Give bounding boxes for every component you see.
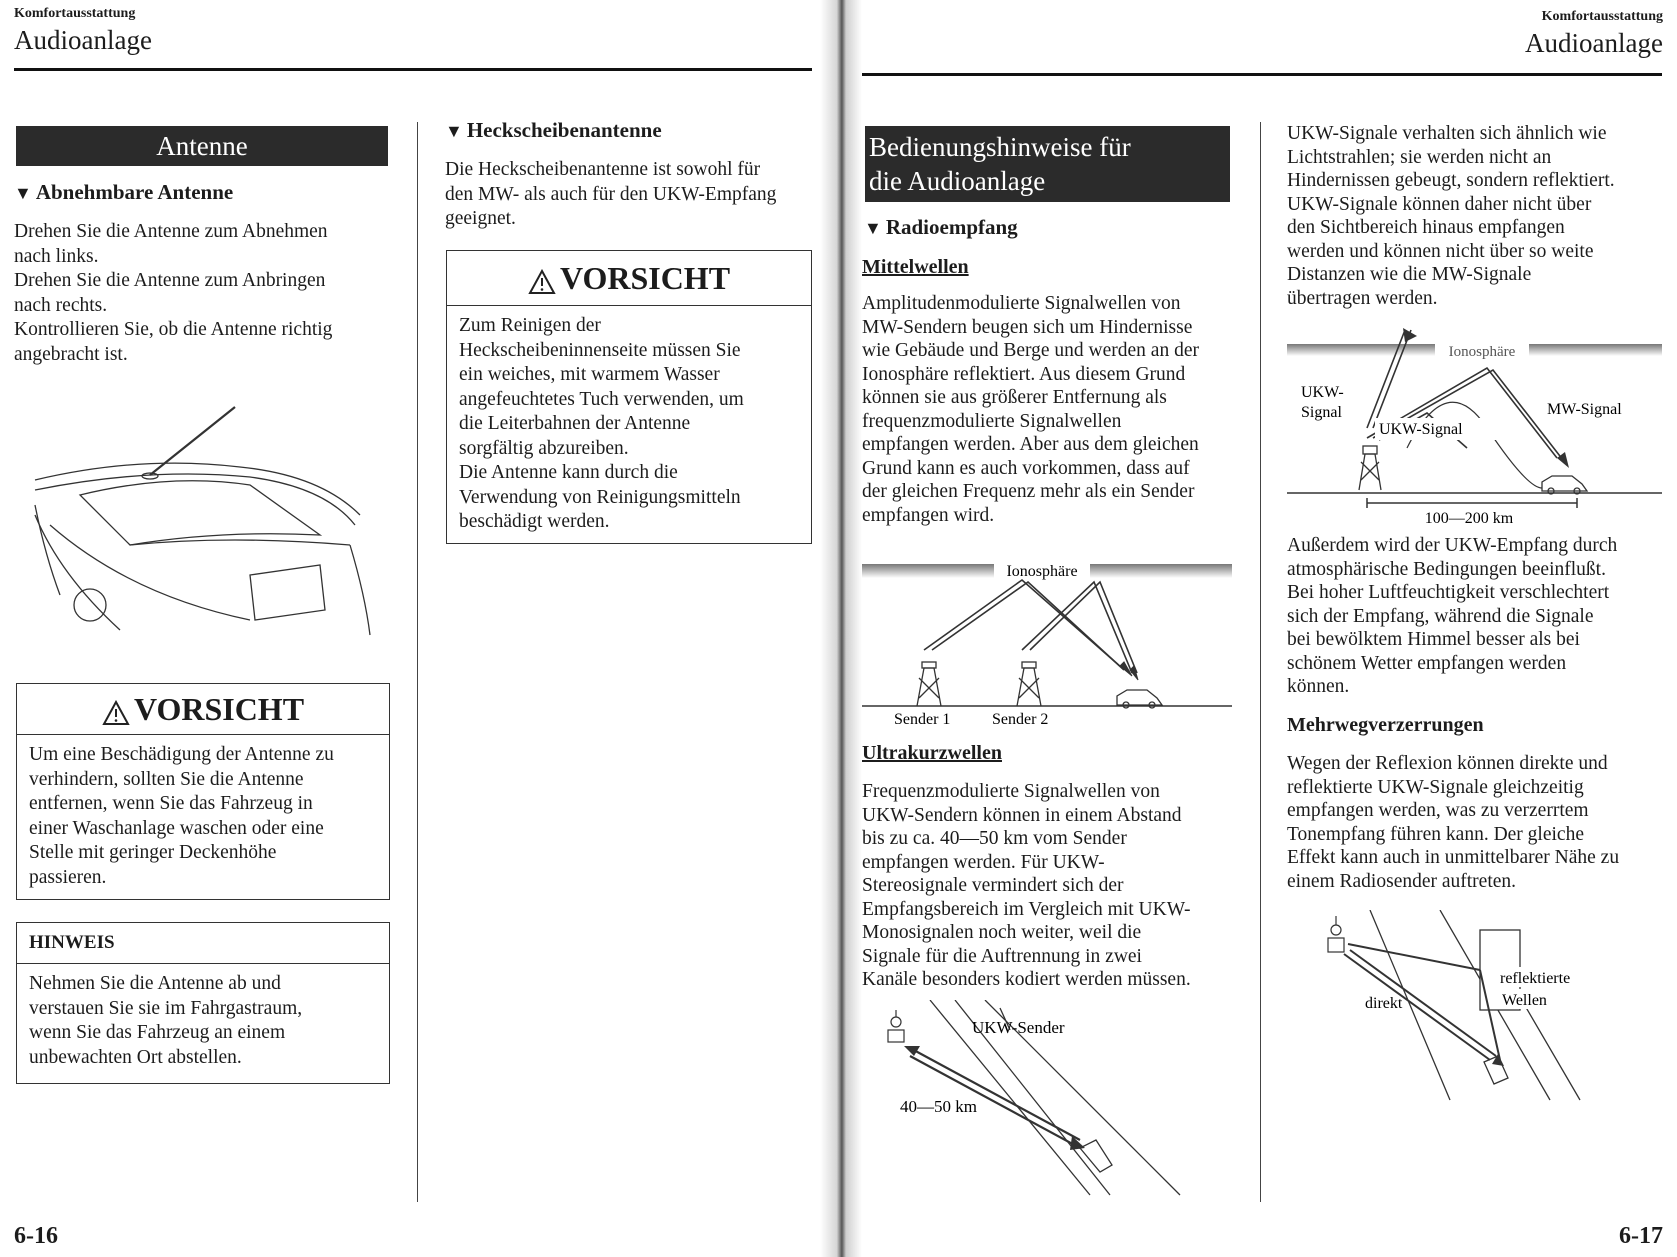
mountain-outline [1407, 402, 1542, 488]
abnehmbare-text: Drehen Sie die Antenne zum Abnehmen nach links. Drehen Sie die Antenne zum Anbringen nach rechts. Kontrollieren Sie, ob die Antenne richtig angebracht ist. [14, 221, 333, 365]
ukw-sender-label: UKW-Sender [972, 1018, 1065, 1037]
direkt-label: direkt [1365, 995, 1403, 1012]
mw-ionosphere-diagram [862, 558, 1232, 728]
vorsicht-box-heckscheibe [446, 250, 812, 544]
left-header-small: Komfortausstattung [14, 6, 136, 21]
car-antenna-illustration [20, 395, 380, 645]
triangle-down-icon: ▼ [14, 183, 32, 203]
car-icon [1117, 690, 1162, 708]
book-gutter [820, 0, 862, 1257]
heckscheiben-heading: ▼ Heckscheibenantenne [445, 118, 662, 142]
ionosphere-label: Ionosphäre [1448, 344, 1516, 360]
right-page-number: 6-17 [1619, 1223, 1663, 1249]
ukw-behaviour-text: UKW-Signale verhalten sich ähnlich wie Lichtstrahlen; sie werden nicht an Hindernissen gebeugt, sondern reflektiert. UKW-Signale können daher nicht über den Sichtbereich hinaus empfangen werden und können nicht über so weite Distanzen wie die MW-Signale übertragen werden. [1287, 123, 1615, 309]
antenne-section-bar [16, 126, 388, 166]
abnehmbare-heading: ▼ Abnehmbare Antenne [14, 180, 234, 204]
hinweis-text: Nehmen Sie die Antenne ab und verstauen Sie sie im Fahrgastraum, wenn Sie das Fahrzeug an einem unbewachten Ort abstellen. [29, 973, 303, 1068]
multipath-diagram [1320, 910, 1620, 1110]
triangle-down-icon: ▼ [445, 121, 463, 141]
ukw-mw-comparison-diagram [1287, 328, 1662, 526]
wellen-label: Wellen [1502, 992, 1547, 1009]
vorsicht-title-2: VORSICHT [447, 251, 811, 306]
tower-icon-1 [917, 662, 941, 706]
right-header-title: Audioanlage [1525, 28, 1663, 58]
ukw-signal-low-label: UKW-Signal [1379, 421, 1463, 438]
ukw-signal-left-label-1: UKW- [1301, 384, 1344, 401]
ionosphere-label: Ionosphäre [1006, 563, 1078, 580]
mittelwellen-heading: Mittelwellen [862, 256, 969, 278]
vorsicht-box-antenna [16, 683, 390, 900]
bedienungshinweise-section-bar [865, 126, 1230, 202]
heckscheiben-text: Die Heckscheibenantenne ist sowohl für den MW- als auch für den UKW-Empfang geeignet. [445, 159, 777, 229]
multipath-tower-icon [1328, 916, 1344, 952]
vorsicht-title-1: VORSICHT [17, 684, 389, 735]
section-title-line-2: die Audioanlage [869, 166, 1046, 196]
sender-2-label: Sender 2 [992, 711, 1049, 728]
ukw-tower-icon [888, 1010, 904, 1042]
radioempfang-heading: ▼ Radioempfang [864, 215, 1018, 239]
comparison-tower-icon [1359, 446, 1381, 490]
vorsicht-text-1: Um eine Beschädigung der Antenne zu verhindern, sollten Sie die Antenne entfernen, wenn Sie das Fahrzeug in einer Waschanlage waschen oder eine Stelle mit geringer Deckenhöhe passieren. [29, 744, 334, 888]
triangle-down-icon: ▼ [864, 218, 882, 238]
comparison-car-icon [1542, 476, 1587, 494]
tower-icon-2 [1017, 662, 1041, 706]
ukw-distance-label: 40—50 km [900, 1097, 977, 1116]
antenne-section-title: Antenne [156, 131, 248, 161]
warning-triangle-icon [102, 700, 130, 726]
mehrweg-text: Wegen der Reflexion können direkte und reflektierte UKW-Signale gleichzeitig empfangen werden, was zu verzerrtem Tonempfang führen kann. Der gleiche Effekt kann auch in unmittelbarer Nähe zu einem Radiosender auftreten. [1287, 753, 1620, 892]
sender-1-label: Sender 1 [894, 711, 951, 728]
left-header-rule [14, 68, 812, 71]
ukw-car-icon [1080, 1140, 1112, 1172]
right-header-small: Komfortausstattung [1541, 9, 1663, 24]
left-page-number: 6-16 [14, 1223, 58, 1249]
mehrweg-heading: Mehrwegverzerrungen [1287, 714, 1484, 736]
right-header-rule [862, 73, 1662, 76]
left-header-title: Audioanlage [14, 25, 152, 55]
mw-signal-label: MW-Signal [1547, 401, 1622, 418]
comparison-distance-label: 100—200 km [1424, 510, 1514, 526]
section-title-line-1: Bedienungshinweise für [869, 132, 1131, 162]
ukw-sender-diagram [880, 1000, 1200, 1200]
hinweis-box [16, 922, 390, 1084]
reflektierte-label: reflektierte [1500, 970, 1571, 987]
ultrakurzwellen-text: Frequenzmodulierte Signalwellen von UKW-Sendern können in einem Abstand bis zu ca. 40—50 km vom Sender empfangen werden. Für UKW- Stereosignale vermindert sich der Empfangsbereich im Vergleich mit UKW- Monosignalen noch weiter, weil die Signale für die Auftrennung in zwei Kanäle besonders kodiert werden müssen. [862, 781, 1191, 990]
atmosphaere-text: Außerdem wird der UKW-Empfang durch atmosphärische Bedingungen beeinflußt. Bei hoher Luftfeuchtigkeit verschlechtert sich der Empfang, während die Signale bei bewölktem Himmel besser als bei schönem Wetter empfangen werden können. [1287, 535, 1618, 697]
left-column-divider [417, 122, 418, 1202]
vorsicht-text-2: Zum Reinigen der Heckscheibeninnenseite müssen Sie ein weiches, mit warmem Wasser angefeuchtetes Tuch verwenden, um die Leiterbahnen der Antenne sorgfältig abzureiben. Die Antenne kann durch die Verwendung von Reinigungsmitteln beschädigt werden. [459, 315, 744, 532]
ukw-signal-left-label-2: Signal [1301, 404, 1342, 421]
mittelwellen-text: Amplitudenmodulierte Signalwellen von MW-Sendern beugen sich um Hindernisse wie Gebäude und Berge und werden an der Ionosphäre reflektiert. Aus diesem Grund können sie aus größerer Entfernung als frequenzmodulierte Signalwellen empfangen werden. Aber aus dem gleichen Grund kann es auch vorkommen, dass auf der gleichen Frequenz mehr als ein Sender empfangen wird. [862, 293, 1199, 526]
ultrakurzwellen-heading: Ultrakurzwellen [862, 742, 1002, 764]
hinweis-title: HINWEIS [17, 923, 389, 964]
right-column-divider [1260, 122, 1261, 1202]
warning-triangle-icon [528, 269, 556, 295]
